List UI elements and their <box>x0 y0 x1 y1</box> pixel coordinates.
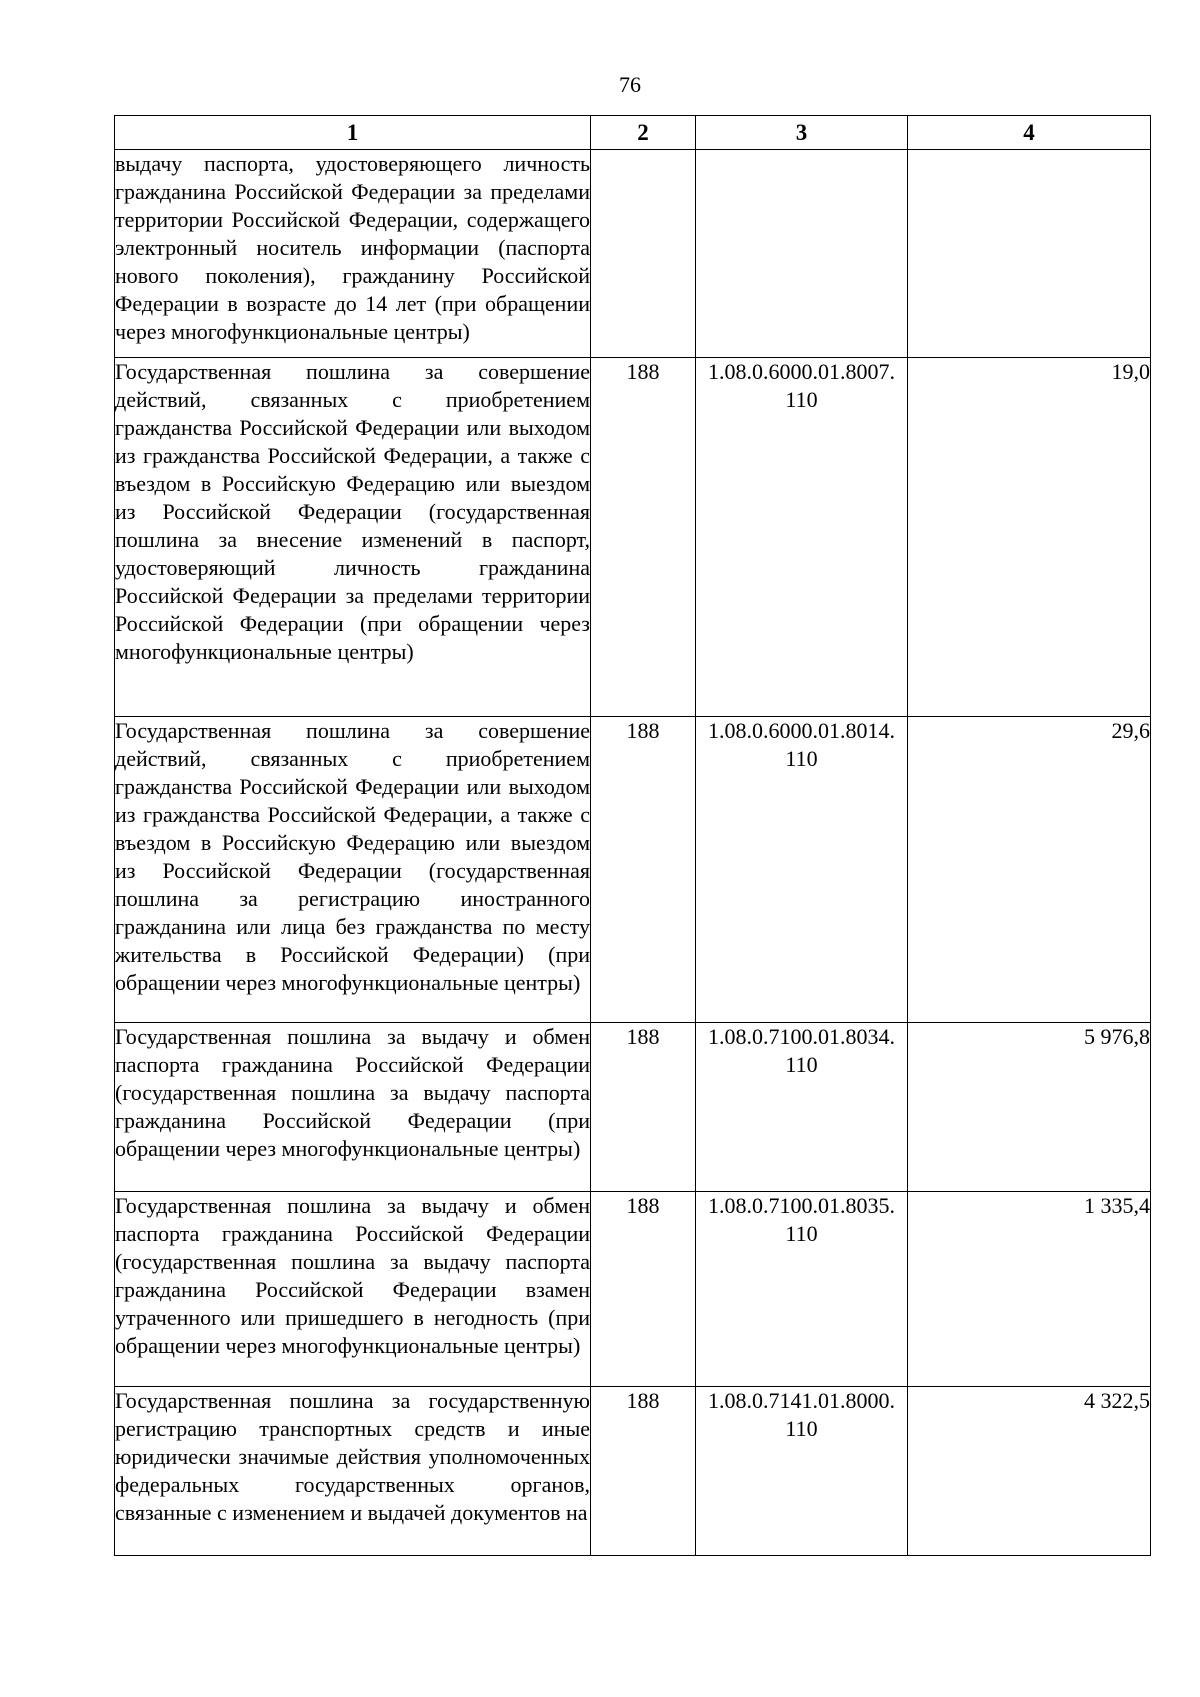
row-description-cell <box>115 358 591 717</box>
table-row <box>115 150 1151 358</box>
column-header-1: 1 <box>115 116 591 150</box>
row-description-cell <box>115 150 591 358</box>
row-admin-code: 188 <box>591 1023 696 1192</box>
table-row <box>115 1192 1151 1387</box>
row-budget-code-line1: 1.08.0.6000.01.8014. <box>708 718 895 743</box>
row-budget-code-cell <box>696 1387 908 1556</box>
row-description: Государственная пошлина за совершение действий, связанных с приобретением гражданства Российской Федерации или выходом из гражданства Российской Федерации, а также с въездом в Российскую Федерацию или выездом из Российской Федерации (государственная пошлина за внесение изменений в паспорт, удостоверяющий личность гражданина Российской Федерации за пределами территории Российской Федерации (при обращении через многофункциональные центры) <box>115 359 590 664</box>
row-admin-code: 188 <box>591 1387 696 1556</box>
row-budget-code-line2: 110 <box>785 1416 818 1441</box>
row-budget-code-cell <box>696 1023 908 1192</box>
budget-table <box>114 115 1151 1556</box>
row-amount: 5 976,8 <box>908 1023 1151 1192</box>
column-header-4: 4 <box>908 116 1151 150</box>
table-row <box>115 717 1151 1023</box>
table-row <box>115 1023 1151 1192</box>
row-budget-code-line2: 110 <box>785 1221 818 1246</box>
row-budget-code-line1: 1.08.0.6000.01.8007. <box>708 359 895 384</box>
row-admin-code <box>591 150 696 358</box>
row-amount: 1 335,4 <box>908 1192 1151 1387</box>
row-description-cell <box>115 1192 591 1387</box>
column-header-2: 2 <box>591 116 696 150</box>
row-admin-code: 188 <box>591 358 696 717</box>
row-admin-code: 188 <box>591 1192 696 1387</box>
row-description: выдачу паспорта, удостоверяющего личность гражданина Российской Федерации за пределами территории Российской Федерации, содержащего электронный носитель информации (паспорта нового поколения), гражданину Российской Федерации в возрасте до 14 лет (при обращении через многофункциональные центры) <box>115 151 590 344</box>
row-description-cell <box>115 717 591 1023</box>
row-budget-code-cell <box>696 358 908 717</box>
row-amount: 29,6 <box>908 717 1151 1023</box>
row-budget-code-line2: 110 <box>785 1052 818 1077</box>
row-amount: 19,0 <box>908 358 1151 717</box>
row-budget-code-line1: 1.08.0.7100.01.8035. <box>708 1193 895 1218</box>
row-description: Государственная пошлина за выдачу и обмен паспорта гражданина Российской Федерации (государственная пошлина за выдачу паспорта гражданина Российской Федерации взамен утраченного или пришедшего в негодность (при обращении через многофункциональные центры) <box>115 1193 590 1358</box>
row-budget-code-line1: 1.08.0.7100.01.8034. <box>708 1024 895 1049</box>
row-description: Государственная пошлина за совершение действий, связанных с приобретением гражданства Российской Федерации или выходом из гражданства Российской Федерации, а также с въездом в Российскую Федерацию или выездом из Российской Федерации (государственная пошлина за регистрацию иностранного гражданина или лица без гражданства по месту жительства в Российской Федерации) (при обращении через многофункциональные центры) <box>115 718 590 995</box>
table-header-row <box>115 116 1151 150</box>
row-budget-code-line1: 1.08.0.7141.01.8000. <box>708 1388 895 1413</box>
row-description-cell <box>115 1387 591 1556</box>
row-admin-code: 188 <box>591 717 696 1023</box>
row-budget-code-cell <box>696 1192 908 1387</box>
row-budget-code-cell <box>696 150 908 358</box>
table-row <box>115 1387 1151 1556</box>
row-amount <box>908 150 1151 358</box>
row-description: Государственная пошлина за государственную регистрацию транспортных средств и иные юридически значимые действия уполномоченных федеральных государственных органов, связанные с изменением и выдачей документов на <box>115 1388 590 1525</box>
column-header-3: 3 <box>696 116 908 150</box>
page-number: 76 <box>619 72 641 97</box>
row-description: Государственная пошлина за выдачу и обмен паспорта гражданина Российской Федерации (государственная пошлина за выдачу паспорта гражданина Российской Федерации (при обращении через многофункциональные центры) <box>115 1024 590 1161</box>
row-budget-code-line2: 110 <box>785 387 818 412</box>
row-budget-code-cell <box>696 717 908 1023</box>
row-budget-code-line2: 110 <box>785 746 818 771</box>
row-description-cell <box>115 1023 591 1192</box>
row-amount: 4 322,5 <box>908 1387 1151 1556</box>
table-row <box>115 358 1151 717</box>
